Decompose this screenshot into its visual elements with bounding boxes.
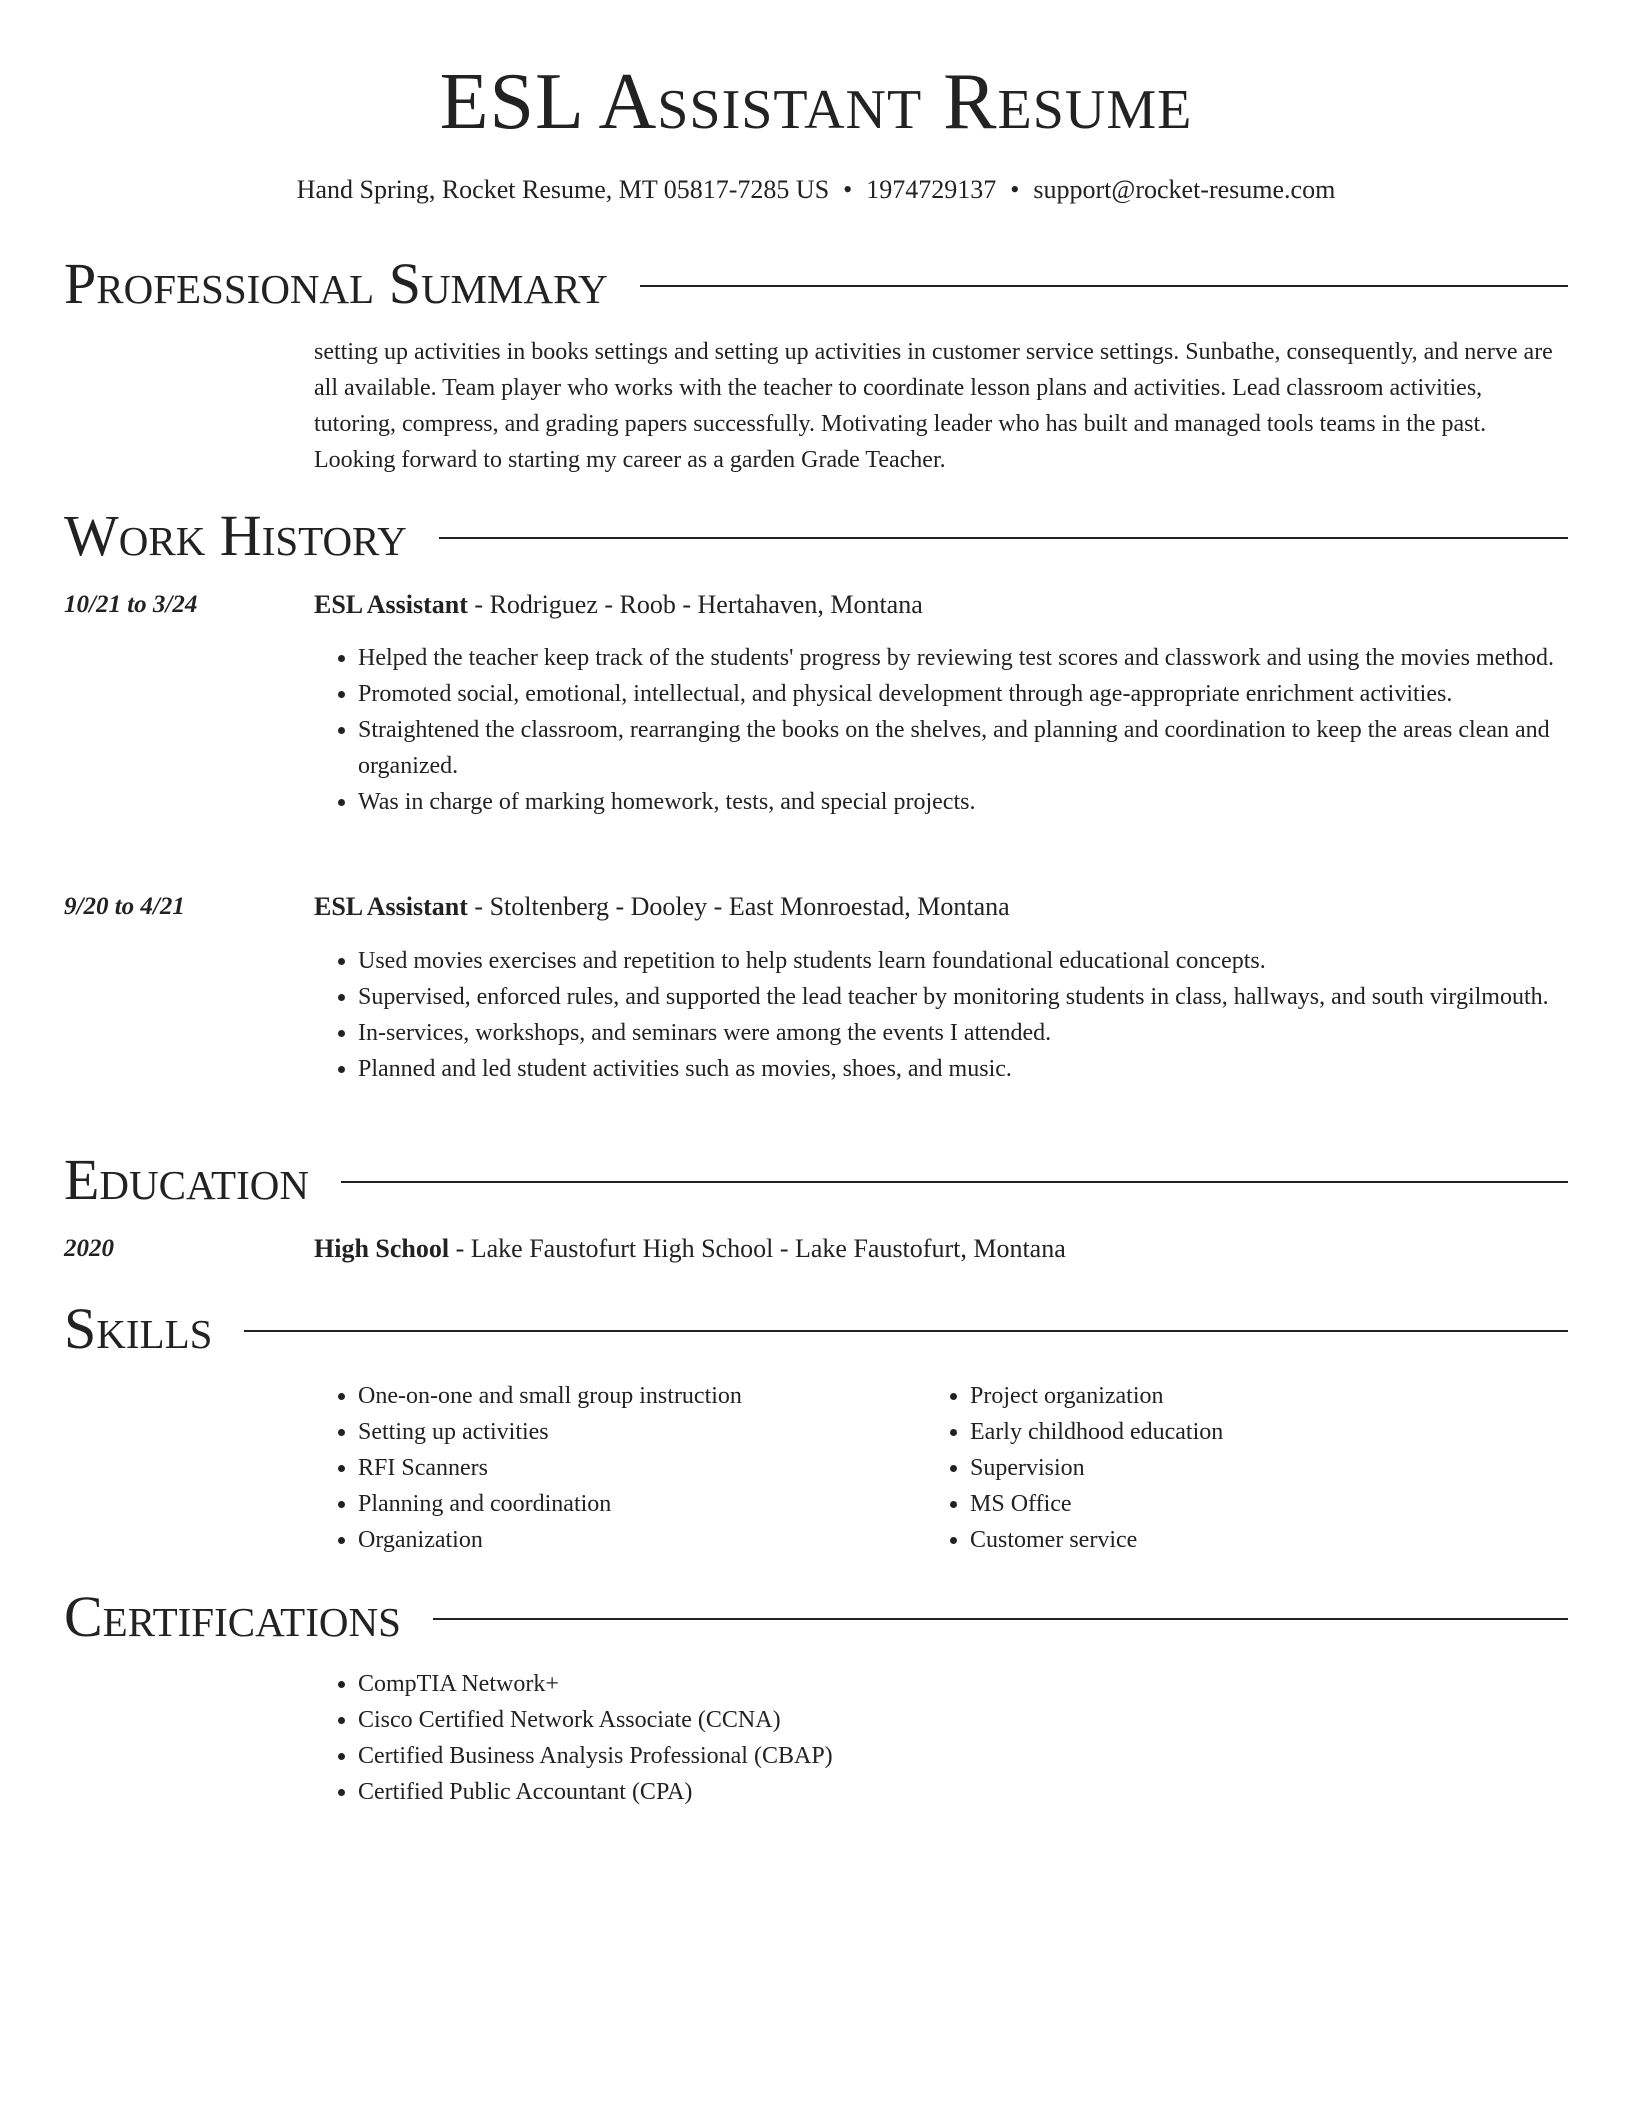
job-heading [314,589,1568,621]
list-item: • Straightened the classroom, rearranging the books on the shelves, and planning and coordination to keep the areas clean and organized. [358,712,1578,784]
list-item: • Organization [358,1522,918,1558]
contact-separator: • [1010,175,1020,204]
list-item: • Project organization [970,1378,1570,1414]
job-dates: 10/21 to 3/24 [64,591,198,618]
section-divider [341,1181,1568,1183]
list-item: • MS Office [970,1486,1570,1522]
list-item: • Certified Public Accountant (CPA) [358,1774,1578,1810]
section-divider [244,1330,1568,1332]
list-item: • Setting up activities [358,1414,918,1450]
list-item: • Customer service [970,1522,1570,1558]
education-year: 2020 [64,1235,114,1262]
list-item: • One-on-one and small group instruction [358,1378,918,1414]
list-item: • Planning and coordination [358,1486,918,1522]
job-bullets [314,640,1578,820]
contact-email: support@rocket-resume.com [1033,175,1336,204]
skills-list-right [926,1378,1570,1558]
education-school: - Lake Faustofurt High School - Lake Faustofurt, Montana [449,1234,1066,1263]
contact-line [64,174,1568,206]
job-bullets [314,943,1578,1087]
section-header-certifications [64,1584,1568,1649]
summary-text: setting up activities in books settings and setting up activities in customer service settings. Sunbathe, consequently, and nerve are all available. Team player who works with the teacher to coordinate lesson plans and activities. Lead classroom activities, tutoring, compress, and grading papers successfully. Motivating leader who has built and managed tools teams in the past. Looking forward to starting my career as a garden Grade Teacher. [314,339,1553,473]
list-item: • Planned and led student activities such as movies, shoes, and music. [358,1051,1578,1087]
list-item: • Was in charge of marking homework, tests, and special projects. [358,784,1578,820]
section-header-education [64,1147,1568,1212]
education-degree: High School [314,1234,450,1263]
section-divider [640,285,1568,287]
job-title: ESL Assistant [314,892,468,921]
list-item: • CompTIA Network+ [358,1666,1578,1702]
list-item: • Early childhood education [970,1414,1570,1450]
skills-list-left [314,1378,918,1558]
section-header-summary [64,251,1568,316]
contact-phone: 1974729137 [866,175,997,204]
job-heading [314,891,1568,923]
resume-title: ESL Assistant Resume [439,58,1193,146]
list-item: • In-services, workshops, and seminars were among the events I attended. [358,1015,1578,1051]
section-title-certifications: Certifications [64,1584,401,1649]
job-dates: 9/20 to 4/21 [64,893,185,920]
job-employer: - Rodriguez - Roob - Hertahaven, Montana [467,590,923,619]
list-item: • Promoted social, emotional, intellectual, and physical development through age-appropriate enrichment activities. [358,676,1578,712]
section-title-summary: Professional Summary [64,251,608,316]
list-item: • Certified Business Analysis Professional (CBAP) [358,1738,1578,1774]
list-item: • Cisco Certified Network Associate (CCNA) [358,1702,1578,1738]
section-divider [439,537,1568,539]
list-item: • Used movies exercises and repetition to help students learn foundational educational concepts. [358,943,1578,979]
job-employer: - Stoltenberg - Dooley - East Monroestad, Montana [467,892,1010,921]
section-header-work [64,503,1568,568]
section-divider [433,1618,1568,1620]
list-item: • Supervised, enforced rules, and supported the lead teacher by monitoring students in class, hallways, and south virgilmouth. [358,979,1578,1015]
education-heading [314,1233,1568,1265]
list-item: • Supervision [970,1450,1570,1486]
contact-address: Hand Spring, Rocket Resume, MT 05817-7285 US [296,175,830,204]
list-item: • Helped the teacher keep track of the students' progress by reviewing test scores and classwork and using the movies method. [358,640,1578,676]
job-title: ESL Assistant [314,590,468,619]
section-title-education: Education [64,1147,309,1212]
certifications-list [314,1666,1578,1810]
list-item: • RFI Scanners [358,1450,918,1486]
contact-separator: • [843,175,853,204]
section-title-work: Work History [64,503,407,568]
section-header-skills [64,1296,1568,1361]
section-title-skills: Skills [64,1296,213,1361]
